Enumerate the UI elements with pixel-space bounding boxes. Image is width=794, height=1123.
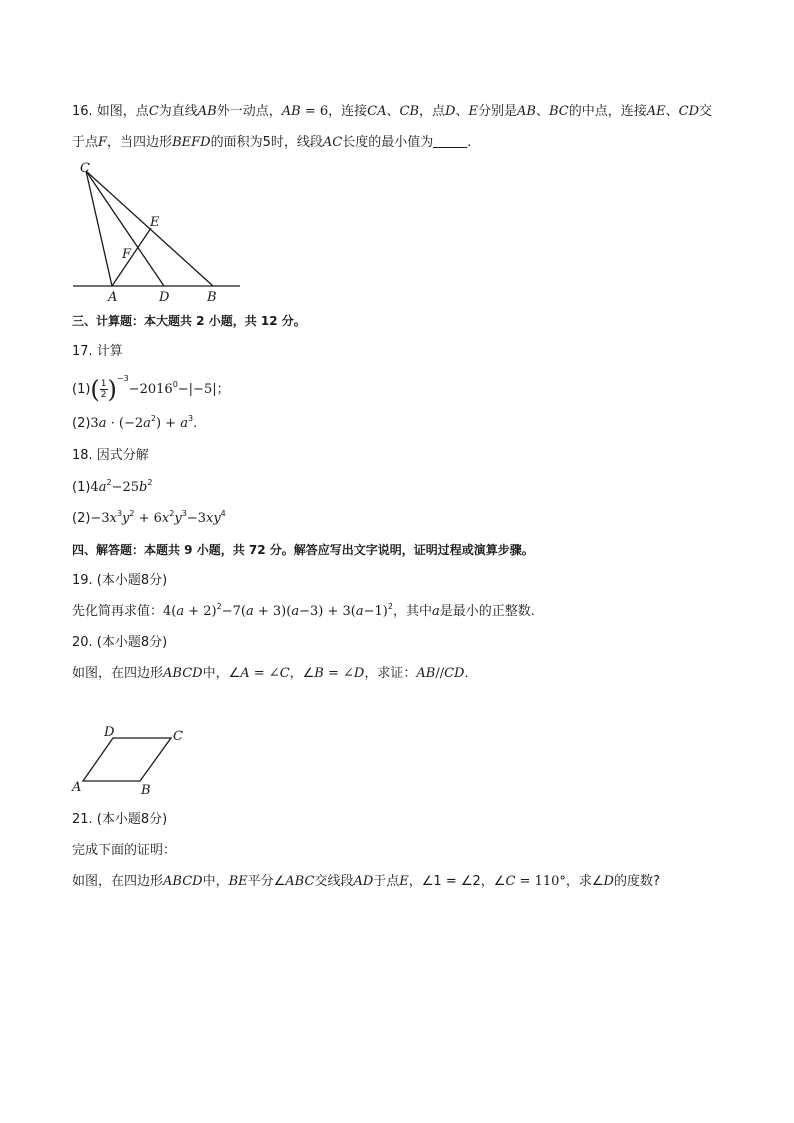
label-d: D xyxy=(159,290,170,305)
q17-title: 17. 计算 xyxy=(72,344,123,359)
segment-ca xyxy=(86,171,112,286)
q16-line2: 于点F，当四边形BEFD的面积为5时，线段AC长度的最小值为 . xyxy=(72,135,472,150)
q16-figure xyxy=(70,158,245,306)
parallelogram-abcd xyxy=(83,738,171,781)
q17-item-2: $(2)3a \cdot (-2a^2) + a^3$. xyxy=(72,414,198,431)
label-f: F xyxy=(122,247,132,262)
section-4-heading: 四、解答题：本题共 9 小题，共 72 分。解答应写出文字说明，证明过程或演算步骤。 xyxy=(72,543,534,557)
q17-item-1: (1)( $\frac{1}{2}$ )$^{-3}-2016^0-|-5|$； xyxy=(72,374,230,404)
q20-title: 20. (本小题8分) xyxy=(72,635,168,650)
q18-item-1: $(1)4a^2-25b^2$ xyxy=(72,478,153,495)
q21-body: 如图，在四边形ABCD中，BE平分∠ABC交线段AD于点E，∠1 = ∠2，∠C = 110°，求∠D的度数? xyxy=(72,874,660,889)
label-d: D xyxy=(104,725,115,740)
segment-ae xyxy=(112,228,151,286)
label-c: C xyxy=(80,161,90,176)
q19-title: 19. (本小题8分) xyxy=(72,573,168,588)
label-b: B xyxy=(207,290,217,305)
q20-body: 如图，在四边形ABCD中，∠A = ∠C，∠B = ∠D，求证：AB//CD． xyxy=(72,666,478,681)
label-a: A xyxy=(72,780,82,795)
section-3-heading: 三、计算题：本大题共 2 小题，共 12 分。 xyxy=(72,314,306,328)
label-e: E xyxy=(150,215,160,230)
label-b: B xyxy=(141,783,151,798)
answer-blank[interactable] xyxy=(433,135,467,148)
q18-title: 18. 因式分解 xyxy=(72,448,149,463)
q21-line1: 完成下面的证明： xyxy=(72,843,177,858)
label-a: A xyxy=(108,290,118,305)
q21-title: 21. (本小题8分) xyxy=(72,812,168,827)
q19-body: 先化简再求值：$4(a + 2)^2-7(a + 3)(a-3) + 3(a-1)^2$，其中a是最小的正整数. xyxy=(72,602,535,619)
q20-figure xyxy=(70,724,195,799)
q18-item-2: $(2)-3x^3y^2 + 6x^2y^3-3xy^4$ xyxy=(72,509,226,526)
q16-line1: 16. 如图，点C为直线AB外一动点，AB = 6，连接CA、CB，点D、E分别是AB、BC的中点，连接AE、CD交 xyxy=(72,104,713,119)
label-c: C xyxy=(173,729,183,744)
